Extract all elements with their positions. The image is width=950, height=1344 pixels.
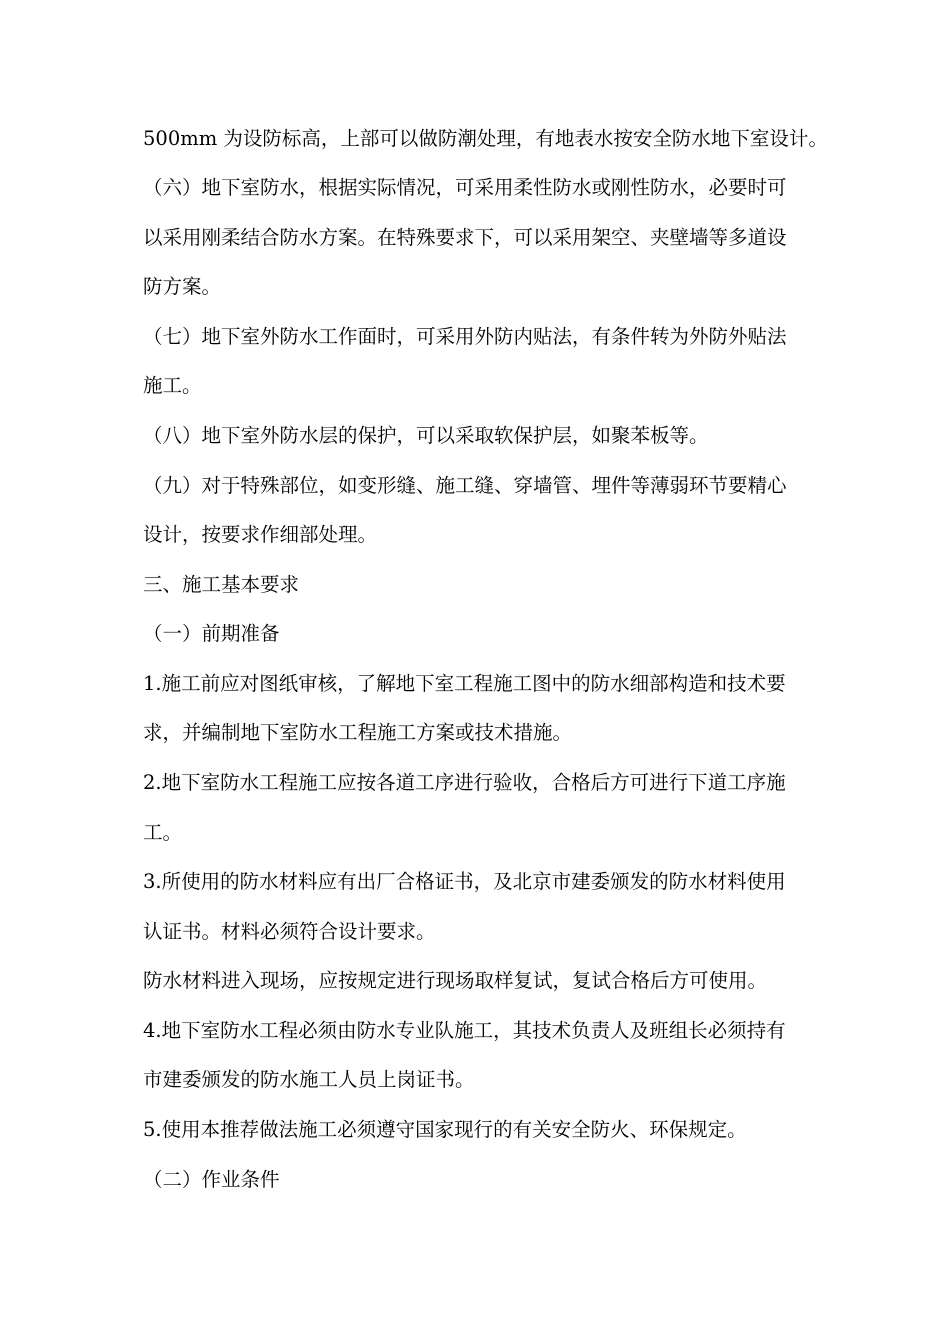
subsection-heading: （一）前期准备: [143, 622, 280, 645]
text-line: 设计，按要求作细部处理。: [143, 523, 378, 546]
subsection-heading: （二）作业条件: [143, 1168, 280, 1191]
text-line: 施工。: [143, 374, 202, 397]
section-heading: 三、施工基本要求: [143, 573, 300, 596]
text-line: 1.施工前应对图纸审核，了解地下室工程施工图中的防水细部构造和技术要: [143, 672, 786, 695]
text-line: （八）地下室外防水层的保护，可以采取软保护层，如聚苯板等。: [143, 424, 709, 447]
text-line: 防方案。: [143, 275, 222, 298]
text-line: 500mm 为设防标高，上部可以做防潮处理，有地表水按安全防水地下室设计。: [143, 127, 828, 150]
text-line: 市建委颁发的防水施工人员上岗证书。: [143, 1068, 475, 1091]
text-line: （六）地下室防水，根据实际情况，可采用柔性防水或刚性防水，必要时可: [143, 176, 787, 199]
text-line: 认证书。材料必须符合设计要求。: [143, 920, 436, 943]
text-line: 2.地下室防水工程施工应按各道工序进行验收，合格后方可进行下道工序施: [143, 771, 786, 794]
text-line: （九）对于特殊部位，如变形缝、施工缝、穿墙管、埋件等薄弱环节要精心: [143, 474, 787, 497]
text-line: 5.使用本推荐做法施工必须遵守国家现行的有关安全防火、环保规定。: [143, 1118, 747, 1141]
text-line: 防水材料进入现场，应按规定进行现场取样复试，复试合格后方可使用。: [143, 969, 768, 992]
text-line: 工。: [143, 821, 183, 844]
text-line: 4.地下室防水工程必须由防水专业队施工，其技术负责人及班组长必须持有: [143, 1019, 786, 1042]
text-line: 求，并编制地下室防水工程施工方案或技术措施。: [143, 721, 573, 744]
text-line: 以采用刚柔结合防水方案。在特殊要求下，可以采用架空、夹壁墙等多道设: [143, 226, 787, 249]
text-line: 3.所使用的防水材料应有出厂合格证书，及北京市建委颁发的防水材料使用: [143, 870, 786, 893]
text-line: （七）地下室外防水工作面时，可采用外防内贴法，有条件转为外防外贴法: [143, 325, 787, 348]
